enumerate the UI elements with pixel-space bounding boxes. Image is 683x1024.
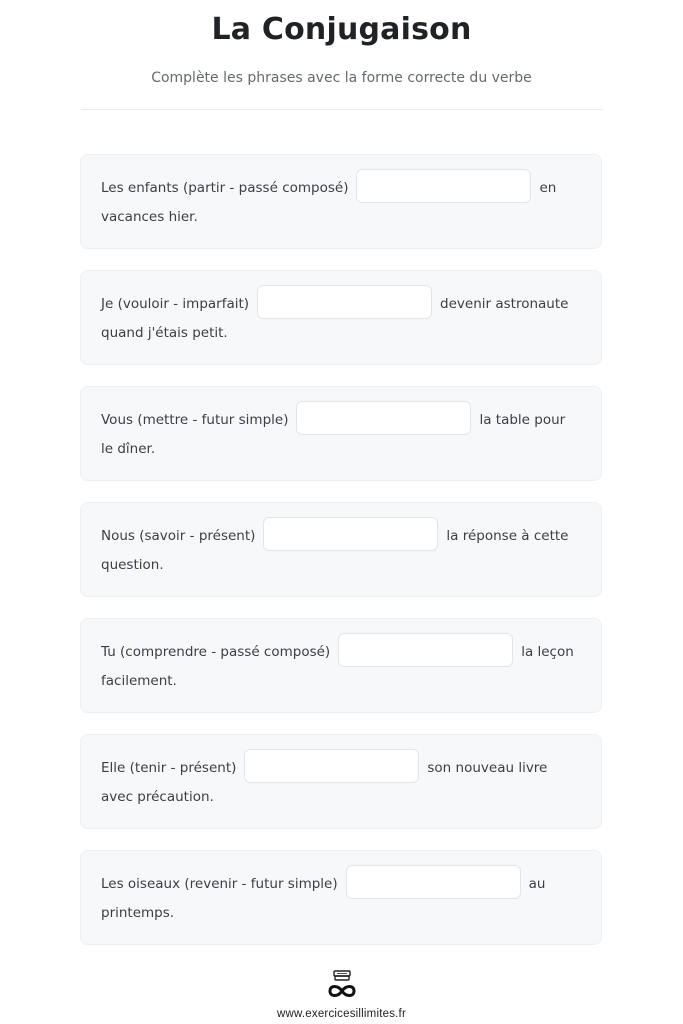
answer-input[interactable] xyxy=(346,865,521,899)
exercise-card xyxy=(80,386,602,481)
page-footer xyxy=(0,968,683,1020)
sentence-end: la table pour le dîner. xyxy=(101,412,566,457)
header-divider xyxy=(81,109,603,110)
page-title: La Conjugaison xyxy=(211,12,472,47)
site-url: www.exercicesillimites.fr xyxy=(277,1008,406,1020)
exercise-card xyxy=(80,734,602,829)
answer-input[interactable] xyxy=(263,517,438,551)
exercise-card xyxy=(80,154,602,249)
exercise-card xyxy=(80,850,602,945)
exercise-card xyxy=(80,502,602,597)
sentence-start: Nous (savoir - présent) xyxy=(101,528,256,544)
sentence-start: Tu (comprendre - passé composé) xyxy=(101,644,331,660)
sentence-end: en vacances hier. xyxy=(101,180,557,225)
sentence-start: Les enfants (partir - passé composé) xyxy=(101,180,349,196)
sentence-start: Les oiseaux (revenir - futur simple) xyxy=(101,876,338,892)
page-subtitle: Complète les phrases avec la forme correcte du verbe xyxy=(151,70,532,86)
exercise-list xyxy=(80,154,602,966)
answer-input[interactable] xyxy=(296,401,471,435)
sentence-start: Elle (tenir - présent) xyxy=(101,760,237,776)
answer-input[interactable] xyxy=(257,285,432,319)
sentence-start: Vous (mettre - futur simple) xyxy=(101,412,289,428)
exercise-card xyxy=(80,270,602,365)
exercise-card xyxy=(80,618,602,713)
sentence-end: la réponse à cette question. xyxy=(101,528,569,573)
sentence-end: son nouveau livre avec précaution. xyxy=(101,760,548,805)
answer-input[interactable] xyxy=(338,633,513,667)
sentence-end: la leçon facilement. xyxy=(101,644,574,689)
sentence-start: Je (vouloir - imparfait) xyxy=(101,296,250,312)
page-header xyxy=(0,0,683,110)
book-infinity-icon xyxy=(325,968,359,1002)
sentence-end: devenir astronaute quand j'étais petit. xyxy=(101,296,569,341)
answer-input[interactable] xyxy=(356,169,531,203)
answer-input[interactable] xyxy=(244,749,419,783)
sentence-end: au printemps. xyxy=(101,876,546,921)
